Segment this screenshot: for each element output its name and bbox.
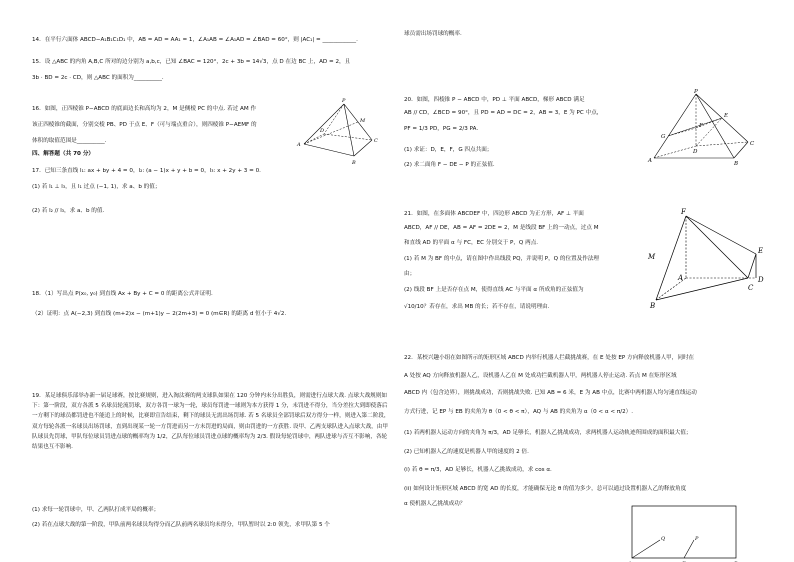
question-22-line4: 方式行进，记 EP 与 EB 的夹角为 θ（0 < θ < π），AQ 与 AB 的夹角为 α（0 < α < π/2）. [404,409,634,415]
figure-21-polyhedron [648,208,768,312]
fig16-label-C: C [374,138,378,144]
question-19-part2: (2) 若在点球大战的第一阶段，甲队前两名球员均得分而乙队前两名球员均未得分，甲队暂时以 2:0 领先，求甲队第 5 个 [32,522,330,528]
question-22-part2: (2) 已知机器人乙的速度是机器人甲的速度的 2 倍. [404,449,529,455]
question-21-line5: 由； [404,271,416,277]
fig21-label-M: M [648,253,656,261]
fig16-label-B: B [352,160,356,166]
question-21-line1: 21．如图，在多面体 ABCDEF 中，四边形 ABCD 为正方形，AF ⊥ 平面 [404,211,584,217]
fig16-label-D: D [320,128,325,134]
fig22-label-P: P [695,536,699,542]
fig20-label-D: D [693,149,698,155]
fig16-label-M: M [360,118,366,124]
question-16-line1: 16．如图，正四棱锥 P−ABCD 的底面边长和高均为 2，M 是侧棱 PC 的中点. 若过 AM 作 [32,106,257,112]
fig20-label-B: B [734,161,739,167]
fig22-label-Q: Q [661,536,666,542]
figure-16-pyramid [296,98,382,168]
fig20-label-G: G [661,134,666,140]
question-14: 14．在平行六面体 ABCD−A₁B₁C₁D₁ 中，AB = AD = AA₁ = 1，∠A₁AB = ∠A₁AD = ∠BAD = 60°，则 |AC₁| = ____________. [32,37,358,43]
question-17-line1: 17．已知三条直线 l₁: ax + by + 4 = 0，l₂: (a − 1)x + y + b = 0，l₃: x + 2y + 3 = 0. [32,168,261,174]
fig20-label-P: P [694,89,698,95]
question-20-line1: 20．如图，四棱锥 P − ABCD 中，PD ⊥ 平面 ABCD，梯形 ABCD 满足 [404,97,585,103]
question-21-line2: ABCD，AF // DE，AB = AF = 2DE = 2，M 是线段 BF 上的一动点，过点 M [404,225,599,231]
figure-20-pyramid [648,89,760,167]
question-21-line4: (1) 若 M 为 BF 的中点，请在图中作出线段 PQ，并说明 P，Q 的位置及作法理 [404,256,600,262]
section-heading: 四、解答题（共 70 分） [32,151,95,157]
question-19-part1: (1) 求每一轮罚球中，甲、乙两队打成平局的概率； [32,507,160,513]
question-22-line2: A 处按 AQ 方向释放机器人乙，设机器人乙在 M 处成功拦截机器人甲，两机器人停止运动. 若点 M 在矩形区域 [404,373,677,379]
fig21-label-E: E [758,247,764,255]
question-22-part2ii-cont: α 使机器人乙挑战成功？ [404,501,466,507]
question-17-line2: (1) 若 l₁ ⊥ l₃，且 l₁ 过点 (−1, 1)，求 a、b 的值； [32,184,161,190]
fig20-label-A: A [648,158,652,164]
fig21-label-A: A [678,274,684,282]
fig16-label-P: P [342,98,346,104]
question-21-line3: 和直线 AD 的平面 α 与 FC，EC 分别交于 P，Q 两点. [404,240,539,246]
question-22-part1: (1) 若两机器人运动方向的夹角为 π/3，AD 足够长，机器人乙挑战成功，求两机器人运动轨迹所围成的面积最大值； [404,430,692,436]
question-17-line3: (2) 若 l₂ // l₃，求 a、b 的值. [32,208,105,214]
question-22-part2ii: (ii) 如何设计矩形区域 ABCD 的宽 AD 的长度，才能确保无论 θ 的值为多少，总可以通过设置机器人乙的释放角度 [404,486,687,492]
question-20-line2: AB // CD，∠BCD = 90°，且 PD = AD = DC = 2，AB = 3，E 为 PC 中点， [404,110,603,116]
fig16-label-A: A [297,142,301,148]
question-20-part2: (2) 求二面角 F − DE − P 的正弦值. [404,162,495,168]
question-22-line3: ABCD 内（包含边界），则挑战成功，否则挑战失败. 已知 AB = 6 米，E 为 AB 中点，比赛中两机器人均匀速直线运动 [404,390,697,396]
question-15-line2: 3b · BD = 2c · CD，则 △ABC 的面积为__________. [32,75,164,81]
question-22-part2i: (i) 若 θ = π/3，AD 足够长，机器人乙挑战成功，求 cos α. [404,467,552,473]
question-21-line6: (2) 线段 BF 上是否存在点 M，使得直线 AC 与平面 α 所成角的正弦值为 [404,287,584,293]
question-22-line1: 22．某校兴趣小组在如图所示的矩形区域 ABCD 内举行机器人拦截挑战赛，在 E 处按 EP 方向释放机器人甲，同时在 [404,355,695,361]
question-20-part1: (1) 求证：D，E，F，G 四点共面； [404,147,493,153]
figure-22-rectangle [628,504,740,560]
question-16-line2: 该正四棱锥的截面，分别交棱 PB、PD 于点 E、F（可与端点重合），则四棱锥 P−AEMF 的 [32,122,257,128]
question-16-line3: 体积的取值范围是__________. [32,138,107,144]
fig21-label-C: C [748,284,754,292]
question-18-line1: 18．（1）写出点 P(x₀, y₀) 到直线 Ax + By + C = 0 的距离公式并证明. [32,291,213,297]
question-21-line7: √10/10？若存在，求出 MB 的长；若不存在，请说明理由. [404,304,550,310]
question-19-paragraph: 19．某足球俱乐部举办新一届足球赛，按比赛规则，进入淘汰赛的两支球队如果在 120 分钟内未分出胜负，则需进行点球大战. 点球大战规则如下：第一阶段，双方各派 5 名球员轮流罚球，双方各罚一球为一轮，球员每罚进一球则为本方获得 1 分，未罚进不得分，当分差拉大到即使落后一方剩下的球员都罚进也不能追上的时候，比赛即宣告结束，剩下的球员无需出场罚球. 若 5 名球员全部罚球后双方得分一样，则进入第二阶段，双方每轮各派一名球员出场罚球，直到出现某一轮一方罚进而另一方未罚进的局面，则由罚进的一方获胜. 设甲、乙两支球队进入点球大战，由甲队球员先罚球，甲队每位球员罚进点球的概率均为 1/2，乙队每位球员罚进点球的概率均为 2/3. 假设每轮罚球中，两队进球与否互不影响，各轮结果也互不影响. [32,393,390,451]
fig20-label-C: C [750,141,755,147]
fig21-label-F: F [681,208,686,216]
question-20-line3: PF = 1/3 PD，PG = 2/3 PA. [404,126,479,132]
question-18-line2: （2）证明：点 A(−2,3) 到直线 (m+2)x − (m+1)y − 2(2m+3) = 0 (m∈R) 的距离 d 恒小于 4√2. [32,311,287,317]
question-15-line1: 15．设 △ABC 的内角 A,B,C 所对的边分别为 a,b,c，已知 ∠BAC = 120°，2c + 3b = 14√3，点 D 在边 BC 上，AD = 2，且 [32,59,351,65]
fig20-label-E: E [724,113,729,119]
fig21-label-B: B [650,302,656,310]
fig21-label-D: D [758,276,764,284]
question-19-continued: 球员需出场罚球的概率. [404,31,462,37]
fig20-label-F: F [699,123,703,129]
